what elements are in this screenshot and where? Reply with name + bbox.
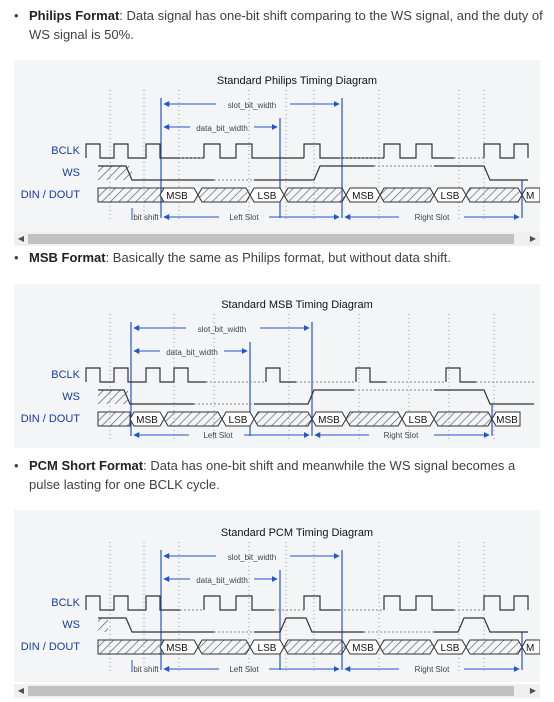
left-slot-label: Left Slot	[229, 665, 259, 674]
lsb-label-right: LSB	[408, 415, 428, 426]
lsb-label-right: LSB	[440, 191, 460, 202]
bit-shift-label: bit shift	[133, 213, 159, 222]
bit-shift-label: bit shift	[133, 665, 159, 674]
bclk-waveform	[86, 368, 476, 382]
right-slot-label: Right Slot	[414, 665, 450, 674]
msb-label-right: MSB	[318, 415, 340, 426]
bullet-title: MSB Format	[29, 250, 106, 265]
bullet-title: PCM Short Format	[29, 458, 144, 473]
msb-cut-label: M	[526, 191, 535, 202]
philips-timing-diagram	[14, 60, 540, 232]
scroll-right-arrow-icon[interactable]: ▶	[529, 686, 537, 695]
bullet-text: : Basically the same as Philips format, but without data shift.	[105, 250, 451, 265]
scroll-right-arrow-icon[interactable]: ▶	[529, 234, 537, 243]
lsb-label-right: LSB	[440, 643, 460, 654]
data-bit-width-label: data_bit_width	[196, 576, 248, 585]
bullet-dot: •	[14, 250, 19, 265]
lsb-label: LSB	[257, 643, 277, 654]
slot-bit-width-label: slot_bit_width	[197, 325, 247, 334]
din-dout-label: DIN / DOUT	[20, 189, 80, 201]
msb-timing-diagram	[14, 284, 540, 448]
data-bit-width-label: data_bit_width	[166, 348, 218, 357]
bullet-philips-format	[14, 6, 544, 44]
msb-label: MSB	[166, 191, 188, 202]
bclk-waveform	[86, 144, 528, 158]
ws-label: WS	[62, 619, 80, 631]
ws-waveform	[98, 166, 528, 180]
scroll-thumb[interactable]	[28, 234, 514, 244]
msb-label: MSB	[166, 643, 188, 654]
din-dout-label: DIN / DOUT	[20, 641, 80, 653]
data-line	[98, 640, 540, 654]
bullet-text: : Data signal has one-bit shift comparing to the WS signal, and the duty of WS signal is 50%.	[29, 8, 543, 42]
lsb-label: LSB	[257, 191, 277, 202]
bullet-title: Philips Format	[29, 8, 120, 23]
slot-bit-width-label: slot_bit_width	[227, 553, 277, 562]
pcm-timing-diagram	[14, 510, 540, 682]
diagram-title: Standard MSB Timing Diagram	[221, 299, 373, 311]
right-slot-label: Right Slot	[414, 213, 450, 222]
ws-waveform	[98, 390, 534, 404]
msb-label: MSB	[136, 415, 158, 426]
right-slot-label: Right Slot	[383, 431, 419, 440]
din-dout-label: DIN / DOUT	[20, 413, 80, 425]
ws-label: WS	[62, 167, 80, 179]
horizontal-scrollbar[interactable]	[14, 684, 540, 698]
bclk-label: BCLK	[51, 369, 80, 381]
scroll-left-arrow-icon[interactable]: ◀	[17, 234, 25, 243]
data-line	[98, 188, 540, 202]
bclk-label: BCLK	[51, 597, 80, 609]
diagram-title: Standard Philips Timing Diagram	[216, 75, 378, 87]
msb-cut-label: M	[526, 643, 535, 654]
ws-waveform	[98, 618, 528, 632]
bullet-text: : Data has one-bit shift and meanwhile the WS signal becomes a pulse lasting for one BCLK cycle.	[29, 458, 516, 492]
bclk-waveform	[86, 596, 528, 610]
lsb-label: LSB	[228, 415, 248, 426]
msb-label-right: MSB	[352, 191, 374, 202]
diagram-title: Standard PCM Timing Diagram	[220, 527, 374, 539]
scroll-left-arrow-icon[interactable]: ◀	[17, 686, 25, 695]
left-slot-label: Left Slot	[203, 431, 233, 440]
horizontal-scrollbar[interactable]	[14, 232, 540, 246]
data-bit-width-label: data_bit_width	[196, 124, 248, 133]
bullet-msb-format	[14, 248, 544, 267]
msb-end-label: MSB	[496, 415, 518, 426]
msb-label-right: MSB	[352, 643, 374, 654]
ws-label: WS	[62, 391, 80, 403]
slot-bit-width-label: slot_bit_width	[227, 101, 277, 110]
bullet-dot: •	[14, 458, 19, 473]
scroll-thumb[interactable]	[28, 686, 514, 696]
bullet-dot: •	[14, 8, 19, 23]
data-line	[98, 412, 520, 426]
bullet-pcm-short-format	[14, 456, 544, 494]
left-slot-label: Left Slot	[229, 213, 259, 222]
bclk-label: BCLK	[51, 145, 80, 157]
